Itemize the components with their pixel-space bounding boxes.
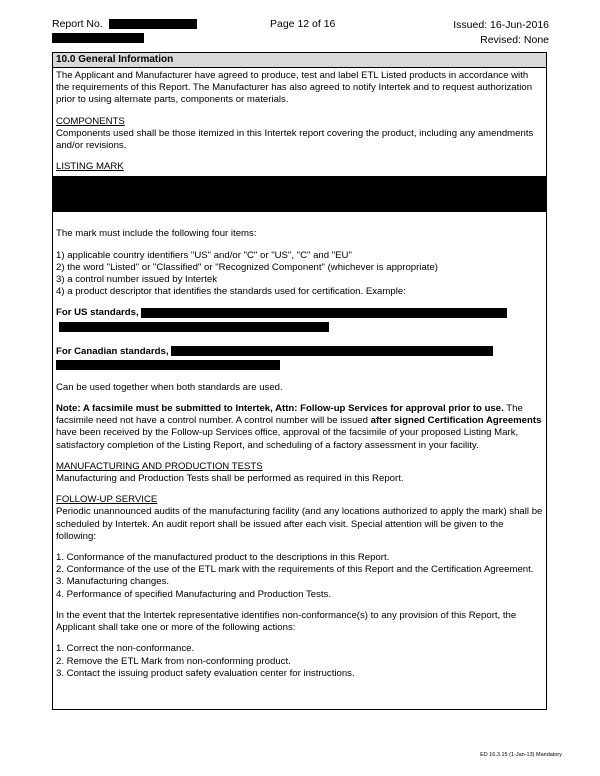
report-number (52, 18, 197, 43)
general-information-section (52, 52, 547, 710)
nonconformance-text: In the event that the Intertek representative identifies non-conformance(s) to any provision of this Report, the Applicant shall take one or more of the following actions: (56, 609, 517, 634)
note-text-1: The facsimile need not have a control number. A control number will be issued (56, 403, 523, 427)
canadian-standards-label: For Canadian standards, (56, 345, 169, 357)
components-paragraph: Components used shall be those itemized in this Intertek report covering the product, including any amendments and/or revisions. (56, 127, 534, 152)
mark-item-4: 4) a product descriptor that identifies the standards used for certification. Example: (56, 286, 406, 298)
follow-up-text: Periodic unannounced audits of the manufacturing facility (and any locations authorized to apply the mark) shall be scheduled by Intertek. An audit report shall be issued after each visit. Special attention will be given to the following: (56, 506, 543, 542)
follow-up-item-3: 3. Manufacturing changes. (56, 576, 170, 588)
mark-item-2: 2) the word "Listed" or "Classified" or "Recognized Component" (whichever is appropriate) (56, 261, 438, 273)
section-title: 10.0 General Information (53, 53, 546, 68)
section-content (53, 68, 546, 680)
manufacturing-text: Manufacturing and Production Tests shall be performed as required in this Report. (56, 473, 404, 485)
note-text-2: have been received by the Follow-up Services office, approval of the facsimile of your proposed Listing Mark, satisfactory completion of the Listing Report, and scheduling of a factory assessment in your facility. (56, 427, 519, 451)
action-item-1: 1. Correct the non-conformance. (56, 643, 195, 655)
canadian-standards-line (56, 346, 543, 358)
mark-item-1: 1) applicable country identifiers "US" and/or "C" or "US", "C" and "EU" (56, 249, 352, 261)
follow-up-heading: FOLLOW-UP SERVICE (56, 494, 158, 506)
redacted-us-marking (141, 308, 507, 318)
follow-up-item-1: 1. Conformance of the manufactured product to the descriptions in this Report. (56, 552, 390, 564)
action-item-3: 3. Contact the issuing product safety evaluation center for instructions. (56, 667, 355, 679)
components-heading: COMPONENTS (56, 115, 125, 127)
redacted-subtitle (52, 33, 144, 43)
action-item-2: 2. Remove the ETL Mark from non-conforming product. (56, 655, 291, 667)
redacted-canadian-marking-2 (56, 360, 280, 370)
redacted-canadian-marking (171, 346, 493, 356)
report-no-label: Report No. (52, 18, 103, 30)
intro-paragraph: The Applicant and Manufacturer have agreed to produce, test and label ETL Listed products in accordance with the requirements of this Report. The Manufacturer has also agreed to notify Intertek and to request authorization prior to using alternate parts, components or materials. (56, 70, 533, 106)
page-header (52, 18, 549, 48)
follow-up-item-2: 2. Conformance of the use of the ETL mark with the requirements of this Report and the Certification Agreement. (56, 564, 534, 576)
us-standards-label: For US standards, (56, 307, 139, 319)
note-bold: Note: A facsimile must be submitted to Intertek, Attn: Follow-up Services for approval prior to use. (56, 403, 504, 415)
mark-intro: The mark must include the following four items: (56, 228, 257, 240)
issued-date: Issued: 16-Jun-2016 (453, 19, 549, 31)
listing-mark-heading: LISTING MARK (56, 161, 124, 173)
redacted-report-number (109, 19, 197, 29)
footer-code: ED 16.3.15 (1-Jan-13) Mandatory (480, 752, 562, 758)
redacted-us-marking-2 (59, 322, 329, 332)
manufacturing-heading: MANUFACTURING AND PRODUCTION TESTS (56, 460, 263, 472)
us-standards-line (56, 307, 543, 319)
note-bold-2: after signed Certification Agreements (370, 415, 542, 427)
both-standards-text: Can be used together when both standards are used. (56, 381, 283, 393)
redacted-listing-mark (53, 176, 546, 212)
issue-info (453, 18, 549, 48)
revised-date: Revised: None (480, 34, 549, 46)
page-number: Page 12 of 16 (270, 18, 336, 30)
mark-item-3: 3) a control number issued by Intertek (56, 274, 218, 286)
facsimile-note (56, 403, 543, 452)
follow-up-item-4: 4. Performance of specified Manufacturing and Production Tests. (56, 588, 331, 600)
